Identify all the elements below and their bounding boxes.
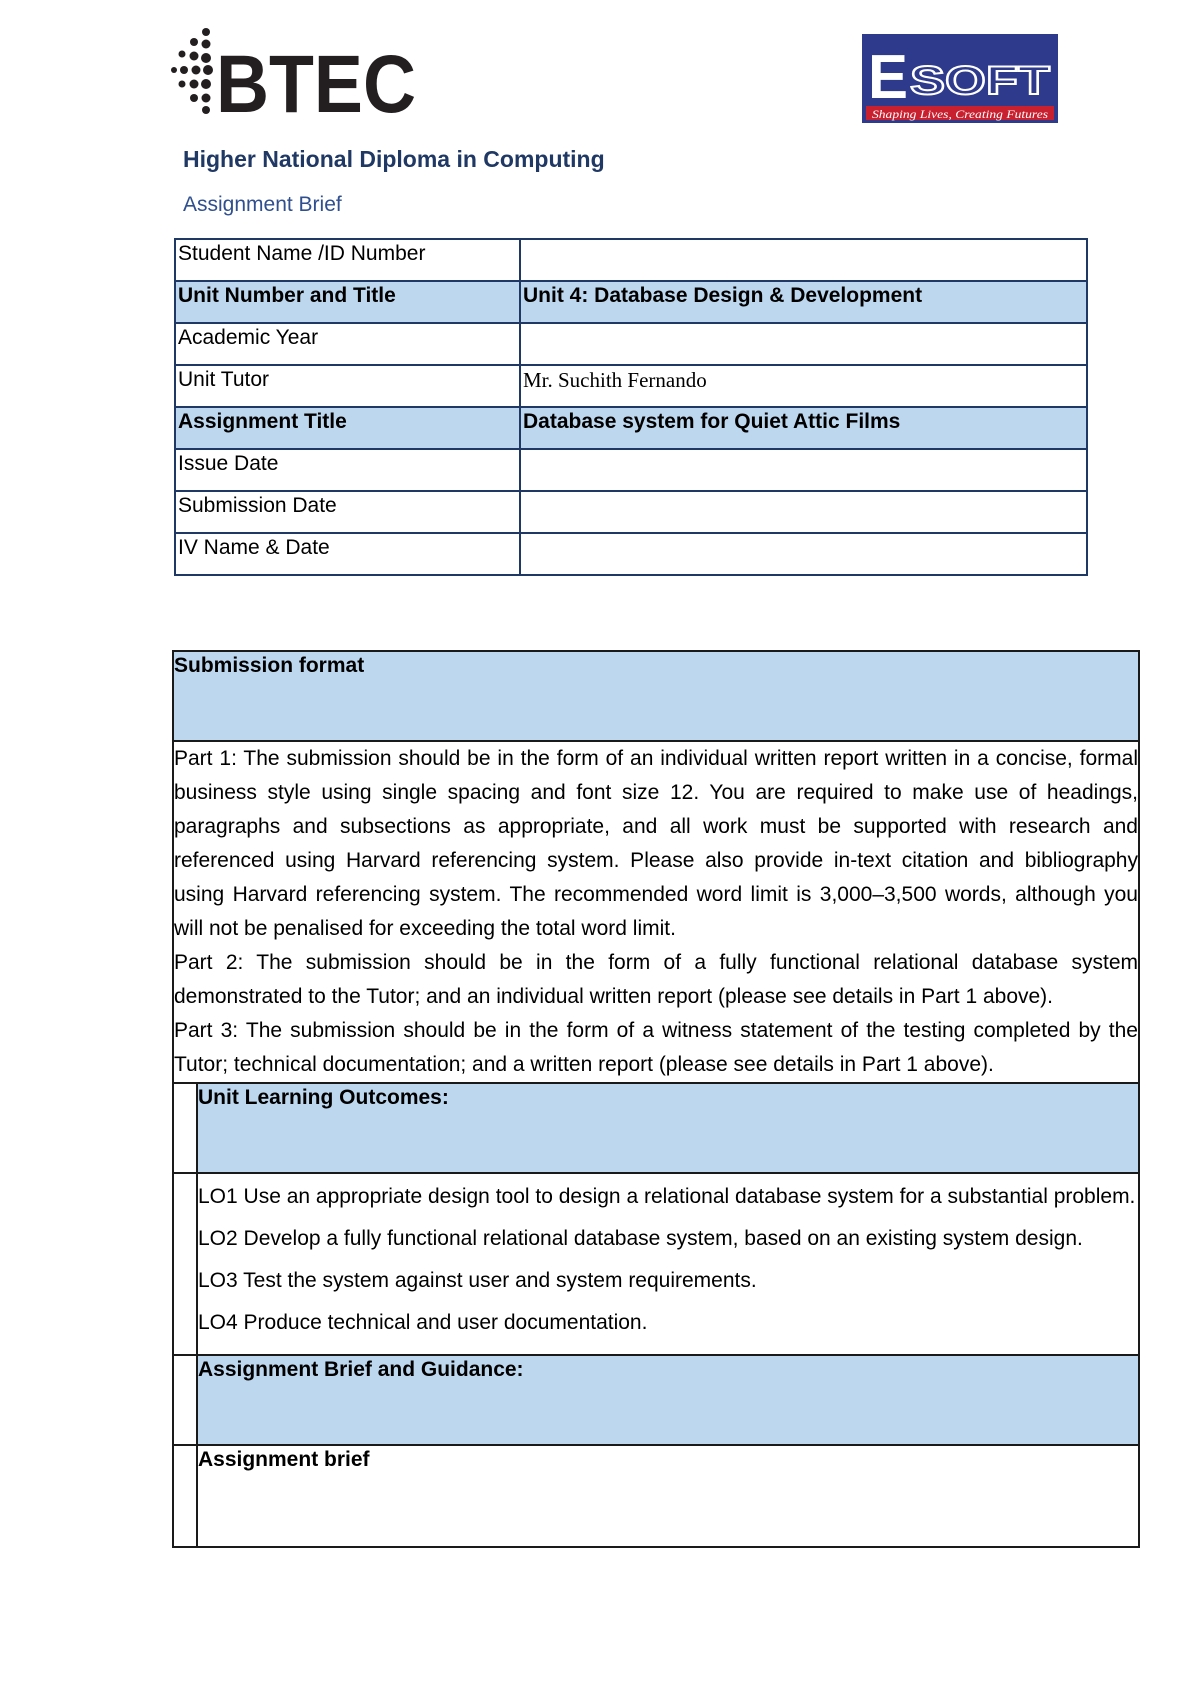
info-value (520, 323, 1087, 365)
table-row (175, 491, 1087, 533)
esoft-logo (862, 34, 1058, 123)
info-label: Issue Date (175, 449, 520, 491)
table-row (173, 1173, 1139, 1355)
svg-text:E: E (868, 43, 908, 112)
table-row (175, 323, 1087, 365)
table-row (175, 239, 1087, 281)
table-row (173, 1355, 1139, 1445)
table-row (173, 741, 1139, 1083)
info-value (520, 491, 1087, 533)
learning-outcome-item: LO1 Use an appropriate design tool to design a relational database system for a substantial problem. (198, 1185, 1136, 1208)
info-value (520, 449, 1087, 491)
submission-part-2: Part 2: The submission should be in the form of a fully functional relational database system demonstrated to the Tutor; and an individual written report (please see details in Part 1 above). (174, 951, 1138, 1008)
info-label: IV Name & Date (175, 533, 520, 575)
table-row (173, 1445, 1139, 1547)
learning-outcome-item: LO4 Produce technical and user documentation. (198, 1311, 648, 1334)
info-label: Assignment Title (175, 407, 520, 449)
table-row (175, 365, 1087, 407)
svg-text:SOFT: SOFT (910, 59, 1050, 103)
info-label: Academic Year (175, 323, 520, 365)
esoft-tagline: Shaping Lives, Creating Futures (872, 107, 1049, 121)
table-row (175, 449, 1087, 491)
btec-dot-logo-icon (171, 28, 213, 114)
submission-part-1: Part 1: The submission should be in the form of an individual written report written in a concise, formal business style using single spacing and font size 12. You are required to make use of headings, paragraphs and subsections as appropriate, and all work must be supported with research and referenced using Harvard referencing system. Please also provide in-text citation and bibliography using Harvard referencing system. The recommended word limit is 3,000–3,500 words, although you will not be penalised for exceeding the total word limit. (174, 747, 1138, 940)
table-row (175, 407, 1087, 449)
guidance-heading: Assignment Brief and Guidance: (197, 1355, 1139, 1445)
info-value: Database system for Quiet Attic Films (520, 407, 1087, 449)
table-row (175, 533, 1087, 575)
learning-outcome-item: LO2 Develop a fully functional relational database system, based on an existing system design. (198, 1227, 1083, 1250)
learning-outcomes-list (197, 1173, 1139, 1355)
btec-logo-text: BTEC (216, 39, 416, 116)
assignment-brief-heading: Assignment brief (197, 1445, 1139, 1547)
info-label: Student Name /ID Number (175, 239, 520, 281)
page-subtitle: Assignment Brief (183, 193, 342, 216)
info-label: Unit Tutor (175, 365, 520, 407)
info-value (520, 533, 1087, 575)
submission-format-body (173, 741, 1139, 1083)
assignment-info-table (174, 238, 1088, 576)
submission-part-3: Part 3: The submission should be in the form of a witness statement of the testing completed by the Tutor; technical documentation; and a written report (please see details in Part 1 above). (174, 1019, 1138, 1076)
info-value: Mr. Suchith Fernando (520, 365, 1087, 407)
btec-logo (170, 26, 420, 116)
table-row (173, 651, 1139, 741)
table-row (175, 281, 1087, 323)
info-value (520, 239, 1087, 281)
learning-outcome-item: LO3 Test the system against user and system requirements. (198, 1269, 757, 1292)
table-row (173, 1083, 1139, 1173)
info-label: Submission Date (175, 491, 520, 533)
page-title: Higher National Diploma in Computing (183, 146, 605, 172)
info-value: Unit 4: Database Design & Development (520, 281, 1087, 323)
submission-table (172, 650, 1140, 1548)
info-label: Unit Number and Title (175, 281, 520, 323)
learning-outcomes-heading: Unit Learning Outcomes: (197, 1083, 1139, 1173)
submission-format-heading: Submission format (173, 651, 1139, 741)
